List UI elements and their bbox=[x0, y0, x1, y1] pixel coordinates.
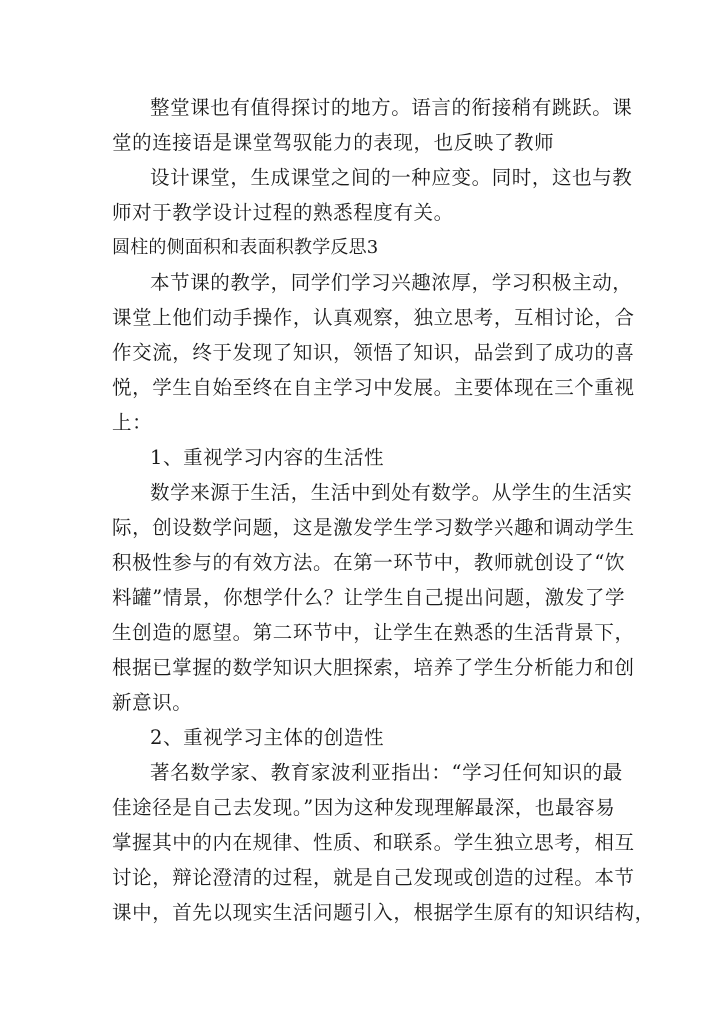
text-line: 堂的连接语是课堂驾驭能力的表现，也反映了教师 bbox=[112, 131, 555, 154]
text-line: 悦，学生自始至终在自主学习中发展。主要体现在三个重视 bbox=[112, 376, 635, 399]
text-line: 讨论，辩论澄清的过程，就是自己发现或创造的过程。本节 bbox=[112, 866, 635, 889]
text-line: 生创造的愿望。第二环节中，让学生在熟悉的生活背景下， bbox=[112, 621, 635, 644]
text-line: 课中，首先以现实生活问题引入，根据学生原有的知识结构， bbox=[112, 901, 655, 924]
text-line: 设计课堂，生成课堂之间的一种应变。同时，这也与教 bbox=[150, 166, 633, 189]
subheading: 2、重视学习主体的创造性 bbox=[150, 726, 385, 749]
text-line: 积极性参与的有效方法。在第一环节中，教师就创设了“饮 bbox=[112, 551, 626, 574]
text-line: 课堂上他们动手操作，认真观察，独立思考，互相讨论，合 bbox=[112, 306, 635, 329]
subheading: 1、重视学习内容的生活性 bbox=[150, 446, 385, 469]
text-line: 数学来源于生活，生活中到处有数学。从学生的生活实 bbox=[150, 481, 633, 504]
text-line: 掌握其中的内在规律、性质、和联系。学生独立思考，相互 bbox=[112, 831, 635, 854]
text-line: 根据已掌握的数学知识大胆探索，培养了学生分析能力和创 bbox=[112, 656, 635, 679]
text-line: 上： bbox=[112, 411, 153, 434]
text-line: 料罐”情景，你想学什么？让学生自己提出问题，激发了学 bbox=[112, 586, 626, 609]
text-line: 师对于教学设计过程的熟悉程度有关。 bbox=[112, 201, 454, 224]
text-line: 整堂课也有值得探讨的地方。语言的衔接稍有跳跃。课 bbox=[150, 96, 633, 119]
text-line: 际，创设数学问题，这是激发学生学习数学兴趣和调动学生 bbox=[112, 516, 635, 539]
section-heading: 圆柱的侧面积和表面积教学反思3 bbox=[112, 237, 379, 258]
text-line: 著名数学家、教育家波利亚指出：“学习任何知识的最 bbox=[150, 761, 623, 784]
text-line: 本节课的教学，同学们学习兴趣浓厚，学习积极主动， bbox=[150, 271, 633, 294]
text-line: 佳途径是自己去发现。”因为这种发现理解最深，也最容易 bbox=[112, 796, 616, 819]
text-line: 新意识。 bbox=[112, 691, 193, 714]
text-line: 作交流，终于发现了知识，领悟了知识，品尝到了成功的喜 bbox=[112, 341, 635, 364]
